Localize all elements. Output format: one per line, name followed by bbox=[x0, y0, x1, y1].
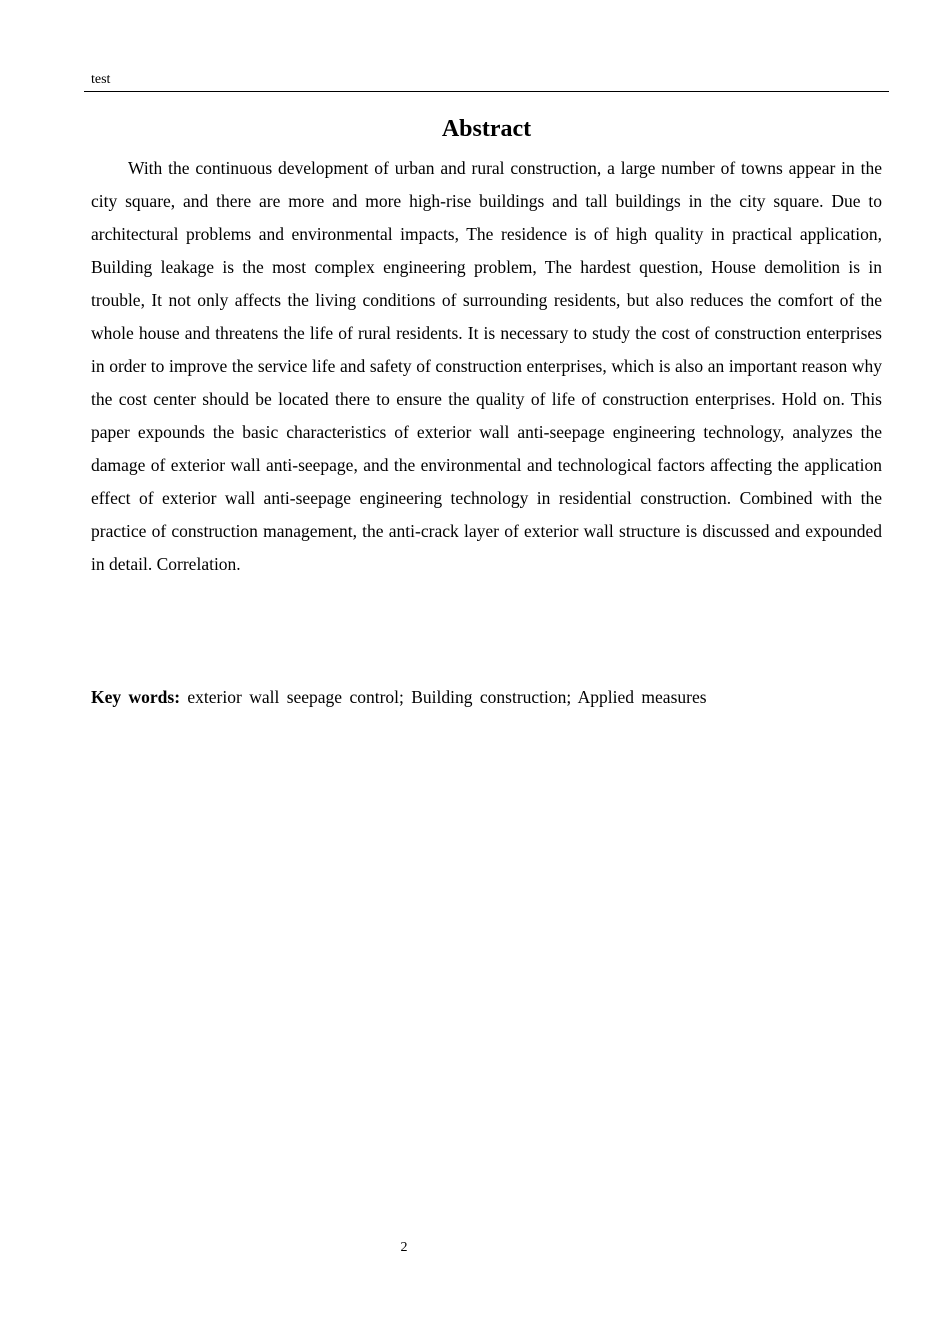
keywords-line bbox=[91, 681, 882, 714]
running-header-text: test bbox=[91, 72, 111, 87]
running-header bbox=[84, 70, 889, 92]
abstract-body: With the continuous development of urban and rural construction, a large number of towns appear in the city square, and there are more and more high-rise buildings and tall buildings in the city square. Due to architectural problems and environmental impacts, The residence is of high quality in practical application, Building leakage is the most complex engineering problem, The hardest question, House demolition is in trouble, It not only affects the living conditions of surrounding residents, but also reduces the comfort of the whole house and threatens the life of rural residents. It is necessary to study the cost of construction enterprises in order to improve the service life and safety of construction enterprises, which is also an important reason why the cost center should be located there to ensure the quality of life of construction enterprises. Hold on. This paper expounds the basic characteristics of exterior wall anti-seepage engineering technology, analyzes the damage of exterior wall anti-seepage, and the environmental and technological factors affecting the application effect of exterior wall anti-seepage engineering technology in residential construction. Combined with the practice of construction management, the anti-crack layer of exterior wall structure is discussed and expounded in detail. Correlation. bbox=[91, 158, 882, 574]
abstract-title: Abstract bbox=[441, 116, 532, 142]
keywords-label: Key words: bbox=[91, 687, 181, 707]
keywords-value: exterior wall seepage control; Building construction; Applied measures bbox=[187, 687, 707, 707]
page-number: 2 bbox=[400, 1240, 408, 1255]
